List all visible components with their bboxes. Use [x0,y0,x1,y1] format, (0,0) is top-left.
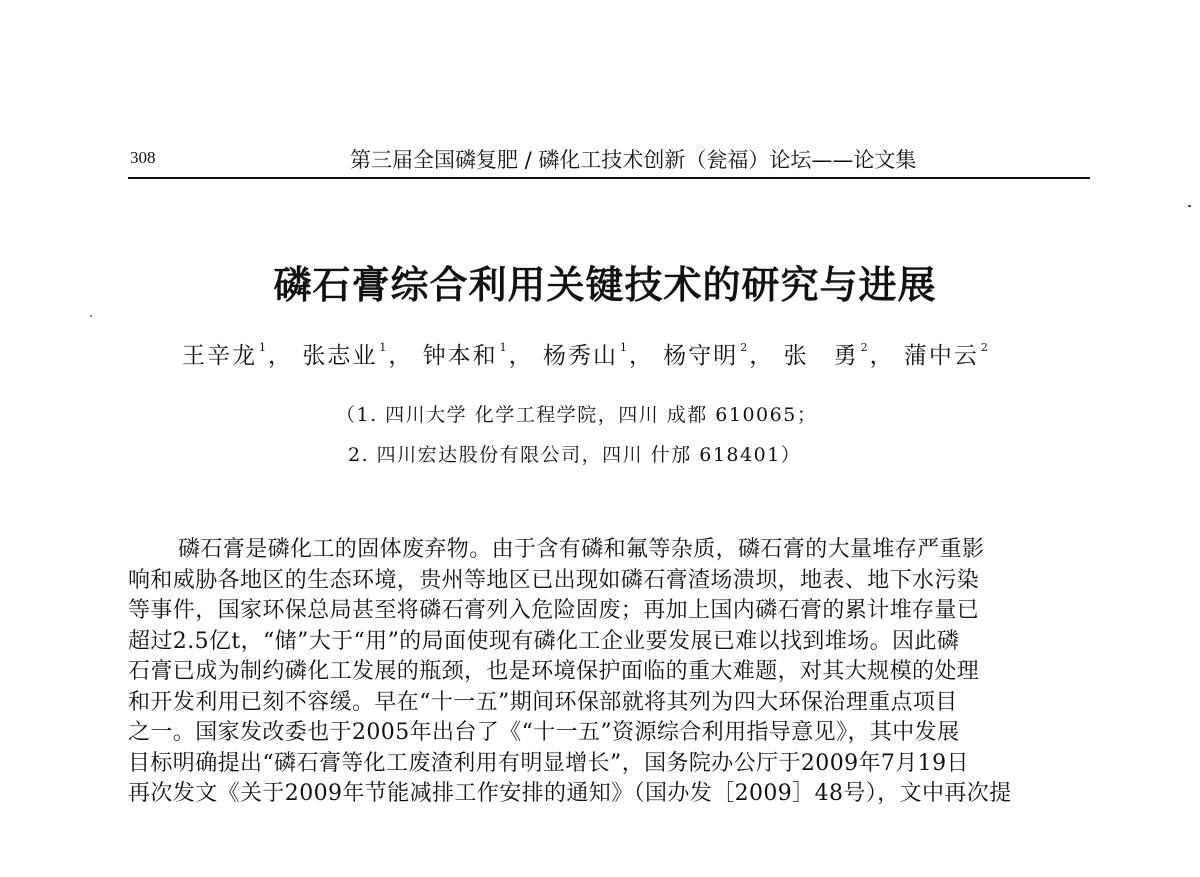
author-name: 杨秀山 [542,343,618,369]
author-name: 王辛龙 [182,343,257,369]
body-line: 和开发利用已刻不容缓。早在“十一五”期间环保部就将其列为四大环保治理重点项目 [128,689,958,715]
author-name: 蒲中云 [903,343,979,369]
body-line: 等事件，国家环保总局甚至将磷石膏列入危险固废；再加上国内磷石膏的累计堆存量已 [128,598,980,623]
body-line: 石膏已成为制约磷化工发展的瓶颈，也是环境保护面临的重大难题，对其大规模的处理 [128,659,980,684]
author-affil-mark: 1 [259,341,268,354]
journal-title: 第三届全国磷复肥 / 磷化工技术创新（瓮福）论坛——论文集 [350,148,917,172]
author-name: 张 勇 [783,343,859,369]
author-affil-mark: 2 [860,341,870,354]
author-affil-mark: 2 [740,341,750,354]
author-name: 钟本和 [422,343,498,369]
running-header [130,142,1090,176]
article-title: 磷石膏综合利用关键技术的研究与进展 [273,263,937,307]
body-paragraph [128,535,1088,810]
body-line: 再次发文《关于2009年节能减排工作安排的通知》（国办发［2009］48号），文中再次提 [128,781,1012,806]
affiliation-line: 2. 四川宏达股份有限公司，四川 什邡 618401） [348,444,802,466]
header-rule [128,177,1090,179]
author-affil-mark: 1 [499,341,509,354]
author-name: 张志业 [302,343,378,369]
affiliation-line: （1. 四川大学 化学工程学院，四川 成都 610065； [336,404,818,426]
scan-speck [90,315,92,317]
body-line: 响和威胁各地区的生态环境，贵州等地区已出现如磷石膏渣场溃坝，地表、地下水污染 [128,567,980,593]
author-list: 王辛龙 $^1$， 张志业 $^1$， 钟本和 $^1$， 杨秀山 $^1$， 杨守明 $^2$， 张 勇 $^2$， 蒲中云 $^2$ [182,341,990,369]
page-number: 308 [130,148,156,167]
body-line: 目标明确提出“磷石膏等化工废渣利用有明显增长”，国务院办公厅于2009年7月19日 [128,750,969,776]
author-affil-mark: 2 [980,341,990,354]
scan-speck [1188,205,1191,207]
body-line: 磷石膏是磷化工的固体废弃物。由于含有磷和氟等杂质，磷石膏的大量堆存严重影 [178,537,985,562]
body-line: 之一。国家发改委也于2005年出台了《“十一五”资源综合利用指导意见》，其中发展 [128,720,960,745]
author-affil-mark: 1 [379,341,389,354]
author-name: 杨守明 [663,343,739,369]
body-line: 超过2.5亿t，“储”大于“用”的局面使现有磷化工企业要发展已难以找到堆场。因此磷 [128,628,960,654]
author-affil-mark: 1 [619,341,629,354]
